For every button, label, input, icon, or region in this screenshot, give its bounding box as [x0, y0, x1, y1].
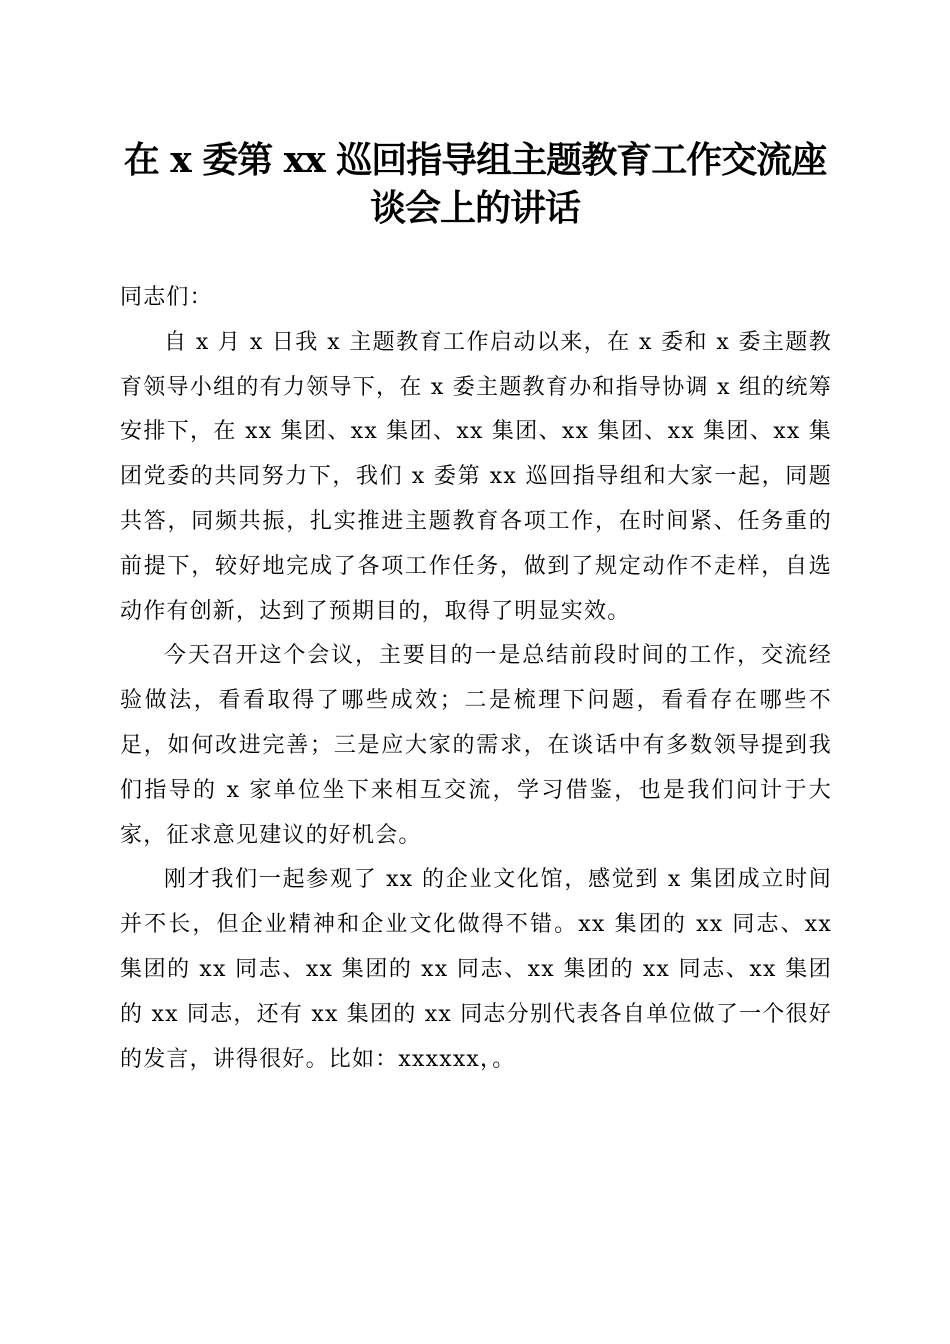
title-line-2: 谈会上的讲话 — [369, 187, 580, 229]
salutation: 同志们： — [120, 285, 213, 310]
document-title — [100, 136, 850, 232]
paragraph-2: 今天召开这个会议，主要目的一是总结前段时间的工作，交流经验做法，看看取得了哪些成效；二是梳理下问题，看看存在哪些不足，如何改进完善；三是应大家的需求，在谈话中有多数领导提到我们指导的 x 家单位坐下来相互交流，学习借鉴，也是我们问计于大家，征求意见建议的好机会。 — [120, 643, 832, 848]
document-body — [120, 276, 832, 1082]
paragraph-1: 自 x 月 x 日我 x 主题教育工作启动以来，在 x 委和 x 委主题教育领导小组的有力领导下，在 x 委主题教育办和指导协调 x 组的统筹安排下，在 xx 集团、xx 集团、xx 集团、xx 集团、xx 集团、xx 集团党委的共同努力下，我们 x 委第 xx 巡回指导组和大家一起，同题共答，同频共振，扎实推进主题教育各项工作，在时间紧、任务重的前提下，较好地完成了各项工作任务，做到了规定动作不走样，自选动作有创新，达到了预期目的，取得了明显实效。 — [120, 329, 832, 624]
title-line-1: 在 x 委第 xx 巡回指导组主题教育工作交流座 — [123, 139, 827, 181]
paragraph-3: 刚才我们一起参观了 xx 的企业文化馆，感觉到 x 集团成立时间并不长，但企业精神和企业文化做得不错。xx 集团的 xx 同志、xx 集团的 xx 同志、xx 集团的 xx 同志、xx 集团的 xx 同志、xx 集团的 xx 同志，还有 xx 集团的 xx 同志分别代表各自单位做了一个很好的发言，讲得很好。比如：xxxxxx，。 — [120, 867, 832, 1072]
